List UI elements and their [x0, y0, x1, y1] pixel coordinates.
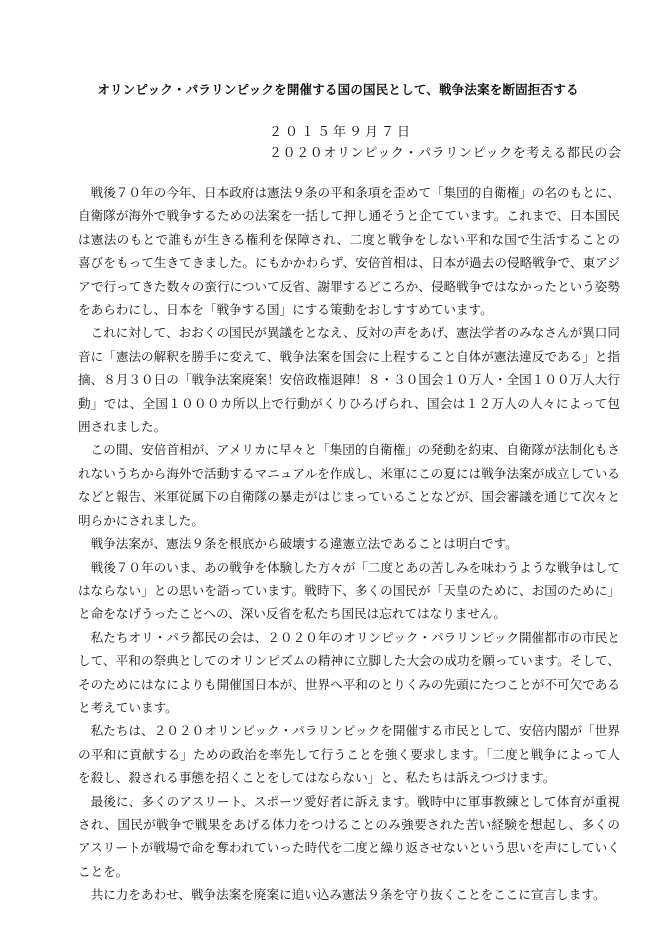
- paragraph: 私たちオリ・パラ都民の会は、２０２０年のオリンピック・パラリンピック開催都市の市民として、平和の祭典としてのオリンピズムの精神に立脚した大会の成功を願っています。そして、そのためにはなによりも開催国日本が、世界へ平和のとりくみの先頭にたつことが不可欠であると考えています。: [78, 629, 620, 715]
- paragraph: この間、安倍首相が、アメリカに早々と「集団的自衛権」の発動を約束、自衛隊が法制化もされないうちから海外で活動するマニュアルを作成し、米軍にこの夏には戦争法案が成立しているなどと報告、米軍従属下の自衛隊の暴走がはじまっていることなどが、国会審議を通じて次々と明らかにされました。: [78, 442, 620, 528]
- paragraph: 最後に、多くのアスリート、スポーツ愛好者に訴えます。戦時中に軍事教練として体育が重視され、国民が戦争で戦果をあげる体力をつけることのみ強要された苦い経験を想起し、多くのアスリートが戦場で命を奪われていった時代を二度と繰り返させないという思いを声にしていくことを。: [78, 793, 620, 879]
- document-organization: ２０２０オリンピック・パラリンピックを考える都民の会: [269, 146, 622, 161]
- document-date: ２０１５年９月７日: [269, 125, 414, 140]
- paragraph: 戦争法案が、憲法９条を根底から破壊する違憲立法であることは明白です。: [90, 536, 518, 552]
- document-title: オリンピック・パラリンピックを開催する国の国民として、戦争法案を断固拒否する: [97, 82, 579, 97]
- document-body: [78, 181, 620, 907]
- paragraph: 私たちは、２０２０オリンピック・パラリンピックを開催する市民として、安倍内閣が「世界の平和に貢献する」ための政治を率先して行うことを強く要求します。「二度と戦争によって人を殺し、殺される事態を招くことをしてはならない」と、私たちは訴えつづけます。: [78, 723, 620, 786]
- paragraph: 共に力をあわせ、戦争法案を廃案に追い込み憲法９条を守り抜くことをここに宣言します。: [90, 887, 606, 903]
- paragraph: 戦後７０年の今年、日本政府は憲法９条の平和条項を歪めて「集団的自衛権」の名のもとに、自衛隊が海外で戦争するための法案を一括して押し通そうと企てています。これまで、日本国民は憲法のもとで誰もが生きる権利を保障され、二度と戦争をしない平和な国で生活することの喜びをもって生きてきました。にもかかわらず、安倍首相は、日本が過去の侵略戦争で、東アジアで行ってきた数々の蛮行について反省、謝罪するどころか、侵略戦争ではなかったという姿勢をあらわにし、日本を「戦争する国」にする策動をおしすすめています。: [78, 185, 620, 318]
- paragraph: これに対して、おおくの国民が異議をとなえ、反対の声をあげ、憲法学者のみなさんが異口同音に「憲法の解釈を勝手に変えて、戦争法案を国会に上程すること自体が憲法違反である」と指摘、８月３０日の「戦争法案廃案！安倍政権退陣！８・３０国会１０万人・全国１００万人大行動」では、全国１０００カ所以上で行動がくりひろげられ、国会は１２万人の人々によって包囲されました。: [78, 325, 620, 435]
- paragraph: 戦後７０年のいま、あの戦争を体験した方々が「二度とあの苦しみを味わうような戦争はしてはならない」との思いを語っています。戦時下、多くの国民が「天皇のために、お国のために」と命をなげうったことへの、深い反省を私たち国民は忘れてはなりません。: [78, 559, 620, 622]
